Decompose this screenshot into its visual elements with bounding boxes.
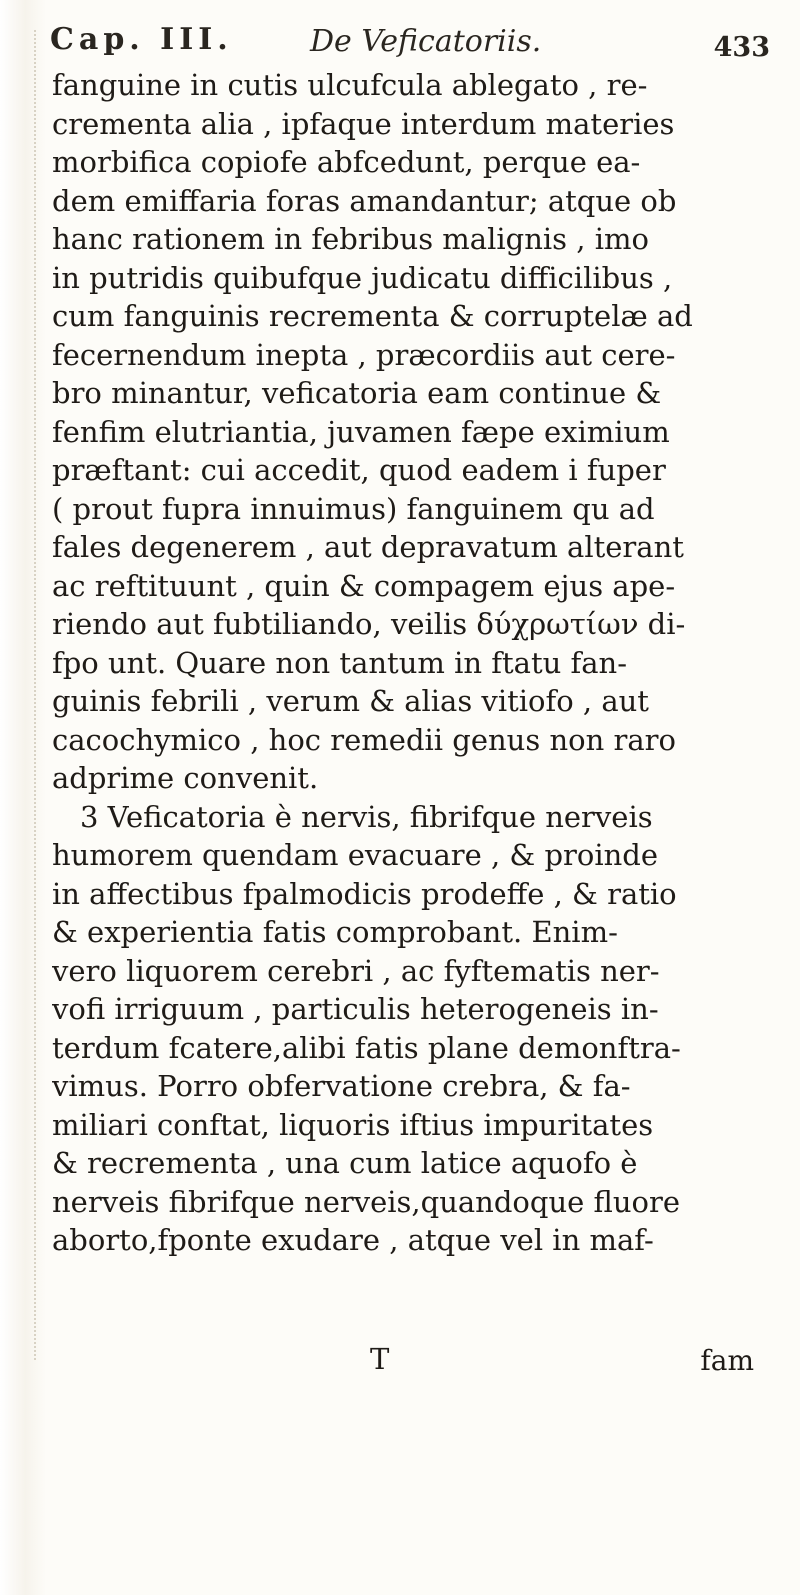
- text-line: humorem quendam evacuare , & proinde: [52, 838, 659, 872]
- text-line: aborto,fponte exudare , atque vel in maf-: [52, 1223, 654, 1257]
- text-line: nerveis fibrifque nerveis,quandoque fluore: [52, 1184, 681, 1219]
- text-line: hanc rationem in febribus malignis , imo: [52, 222, 649, 256]
- text-line: & experientia fatis comprobant. Enim-: [52, 915, 618, 949]
- text-line: & recrementa , una cum latice aquofo è: [52, 1146, 638, 1180]
- text-line: ac reftituunt , quin & compagem ejus ape-: [52, 568, 676, 603]
- text-line: præftant: cui accedit, quod eadem i fuper: [52, 453, 666, 487]
- text-line: riendo aut fubtiliando, veilis δύχρωτίων di-: [52, 607, 686, 641]
- running-head-chapter: Cap. III.: [50, 22, 233, 57]
- text-line: terdum fcatere,alibi fatis plane demonftra-: [52, 1030, 681, 1065]
- text-line: crementa alia , ipfaque interdum materies: [52, 106, 675, 141]
- margin-rule: [34, 30, 38, 1360]
- text-line: morbifica copiofe abfcedunt, perque ea-: [52, 145, 641, 179]
- catchword: fam: [700, 1344, 754, 1377]
- text-line: fpo unt. Quare non tantum in ftatu fan-: [52, 645, 628, 680]
- text-line: fenfim elutriantia, juvamen fæpe eximium: [52, 414, 670, 449]
- text-line: cacochymico , hoc remedii genus non raro: [52, 722, 676, 757]
- text-line: vero liquorem cerebri , ac fyftematis ner-: [52, 953, 660, 988]
- text-line: guinis febrili , verum & alias vitiofo , aut: [52, 684, 649, 718]
- text-line: dem emiffaria foras amandantur; atque ob: [52, 183, 677, 218]
- text-line: fanguine in cutis ulcufcula ablegato , re-: [52, 68, 648, 102]
- page-footer: [52, 1342, 772, 1382]
- text-line: vofi irriguum , particulis heterogeneis in-: [52, 992, 659, 1026]
- text-line: miliari conftat, liquoris iftius impuritates: [52, 1107, 654, 1142]
- text-line: in putridis quibufque judicatu difficilibus ,: [52, 260, 673, 295]
- text-line: fales degenerem , aut depravatum alterant: [52, 530, 684, 564]
- page-gutter: [0, 0, 46, 1595]
- text-line: vimus. Porro obfervatione crebra, & fa-: [52, 1069, 631, 1103]
- page-header: [50, 18, 770, 72]
- page-number: 433: [713, 32, 770, 63]
- text-line: fecernendum inepta , præcordiis aut cere-: [52, 337, 676, 372]
- text-line: adprime convenit.: [52, 761, 319, 795]
- running-head-title: De Veficatoriis.: [310, 24, 542, 59]
- text-line: cum fanguinis recrementa & corruptelæ ad: [52, 299, 693, 333]
- text-line: in affectibus fpalmodicis prodeffe , & ratio: [52, 876, 677, 911]
- signature-mark: T: [370, 1342, 390, 1376]
- body-text: [52, 66, 772, 1260]
- text-line: ( prout fupra innuimus) fanguinem qu ad: [52, 491, 655, 526]
- text-line: bro minantur, veficatoria eam continue &: [52, 376, 662, 410]
- paragraph-start-line: 3 Veficatoria è nervis, fibrifque nerveis: [80, 799, 653, 834]
